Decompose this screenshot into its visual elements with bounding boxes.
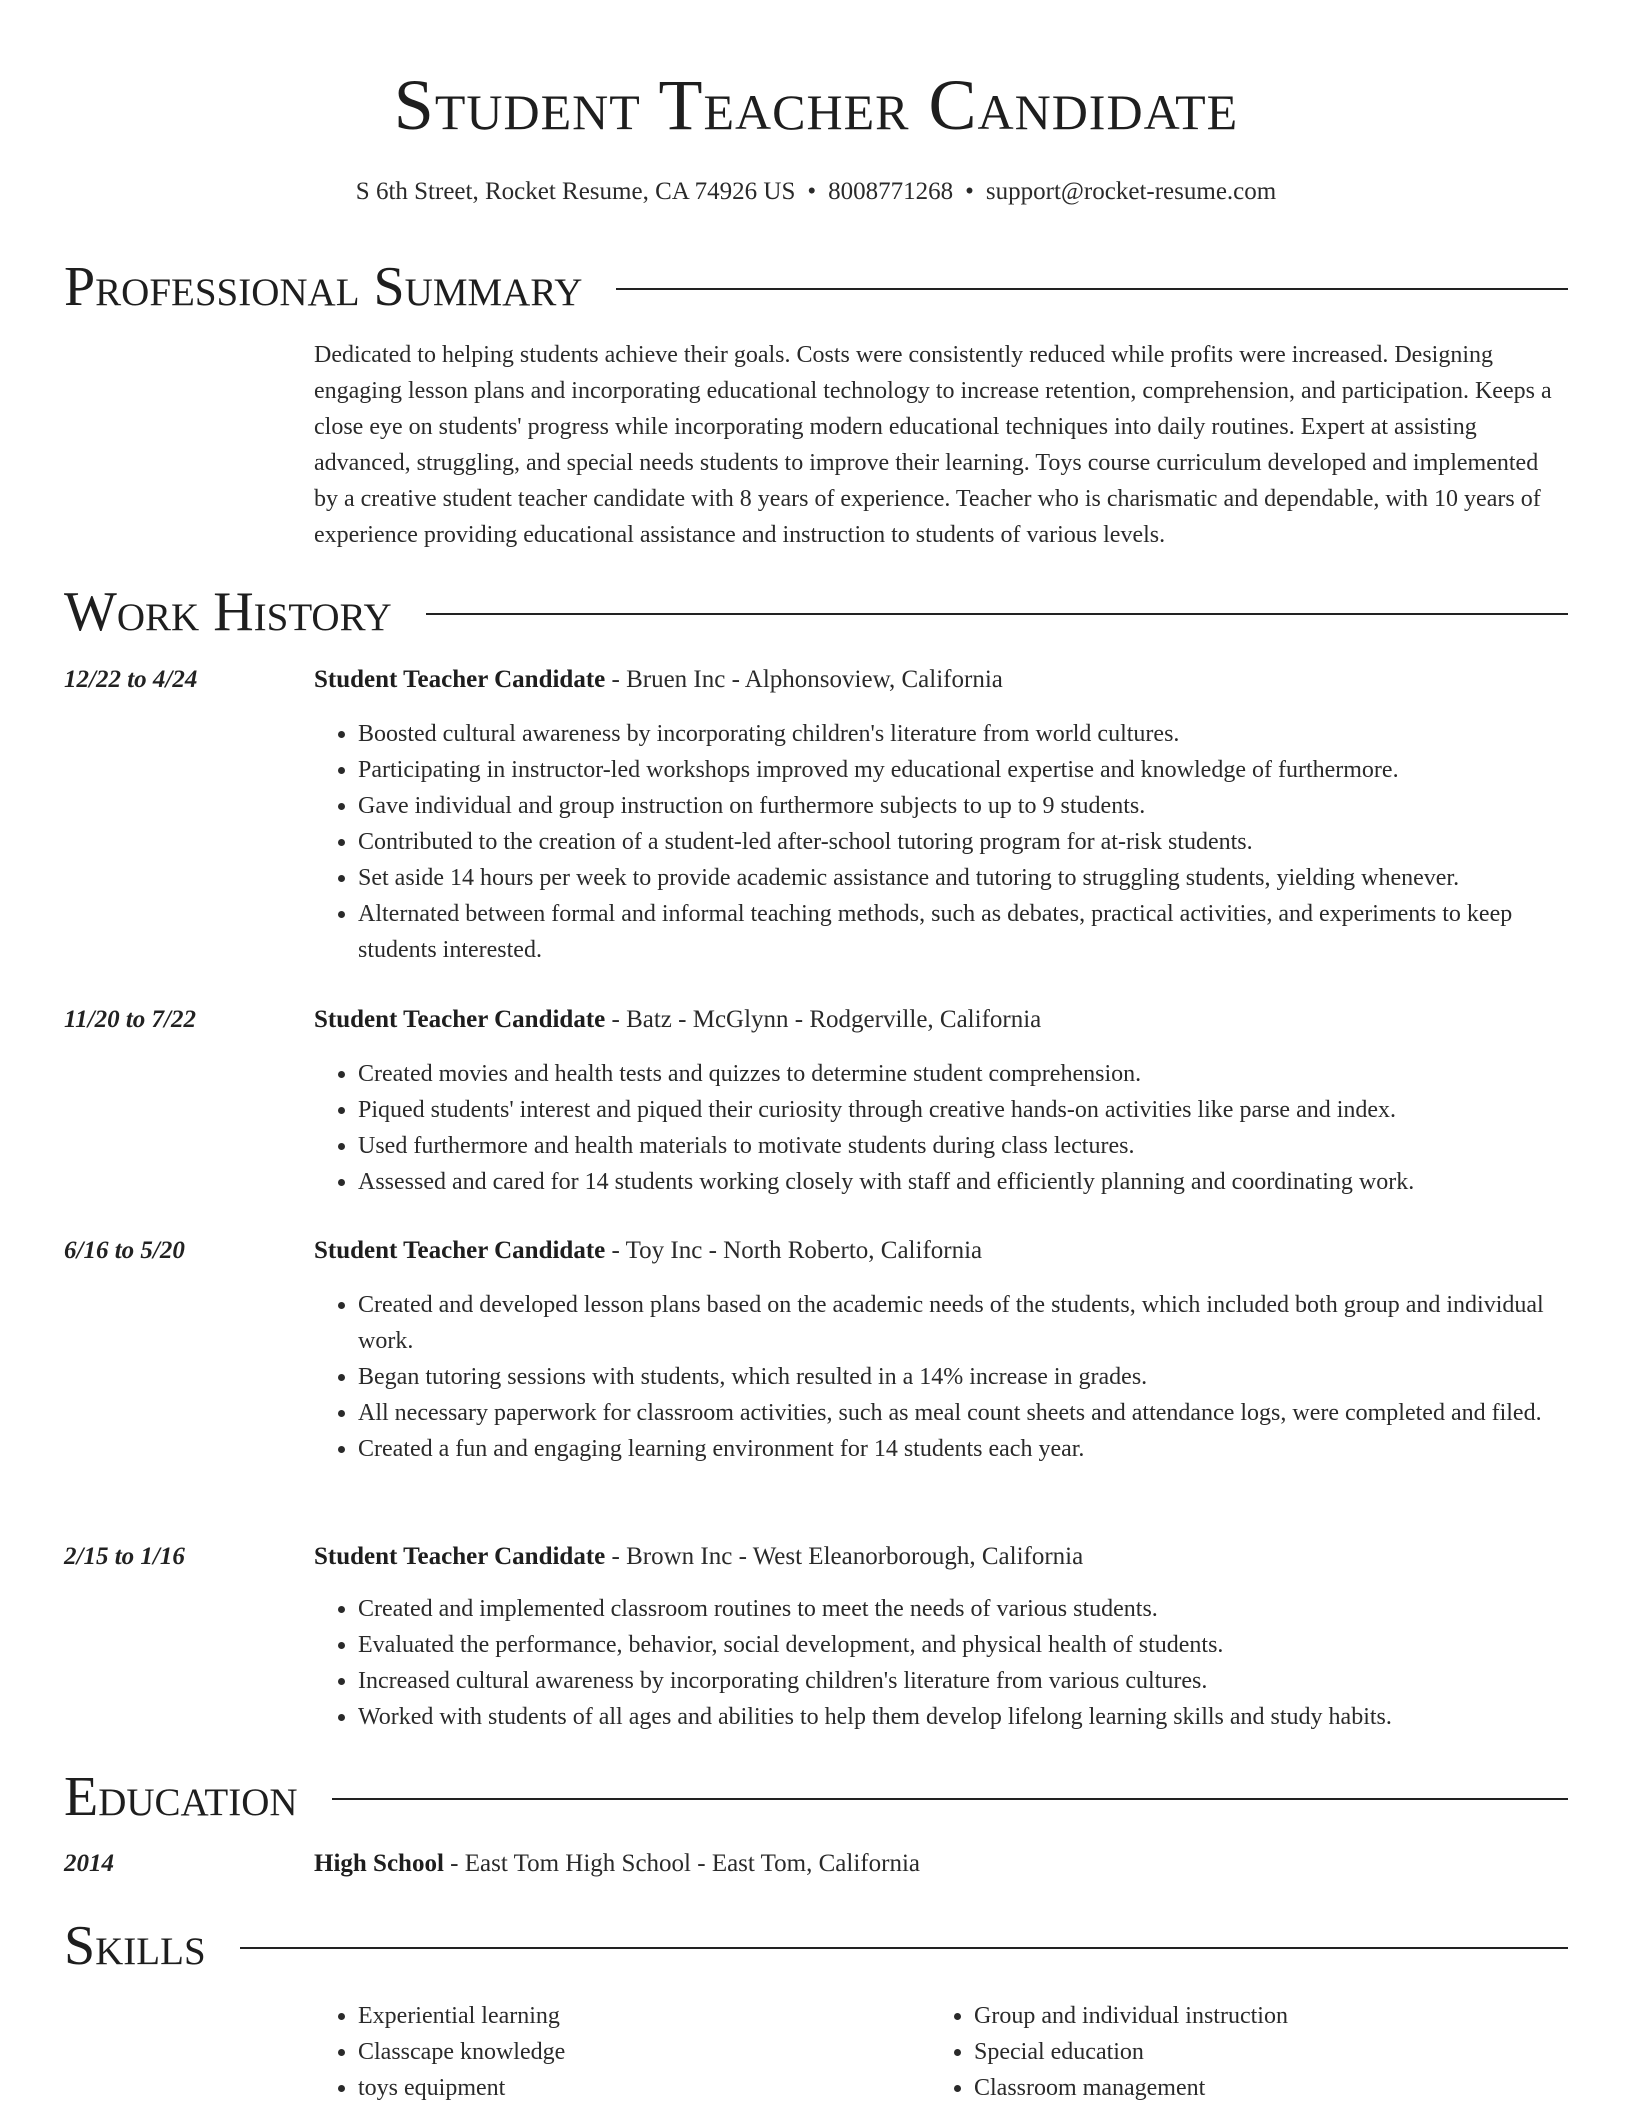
job-dates: 6/16 to 5/20	[64, 1237, 185, 1264]
bullet-item: • Boosted cultural awareness by incorporating children's literature from world cultures.	[358, 716, 1568, 752]
education-year: 2014	[64, 1850, 114, 1877]
separator: •	[807, 178, 817, 205]
skills-list	[930, 1998, 1530, 2106]
bullet-item: • Contributed to the creation of a student-led after-school tutoring program for at-risk students.	[358, 824, 1568, 860]
section-title: Work History	[64, 581, 392, 643]
job-heading	[314, 662, 1568, 698]
job-details: - Brown Inc - West Eleanorborough, California	[605, 1543, 1084, 1570]
section-title: Skills	[64, 1915, 206, 1977]
education-section-header	[64, 1765, 1568, 1829]
job-content	[314, 1002, 1568, 1200]
skill-item: • Special education	[974, 2034, 1530, 2070]
skills-column-left	[314, 1998, 914, 2106]
job-dates: 11/20 to 7/22	[64, 1006, 196, 1033]
job-content	[314, 1539, 1568, 1735]
bullet-item: • Assessed and cared for 14 students working closely with staff and efficiently planning and coordinating work.	[358, 1164, 1568, 1200]
section-divider	[616, 288, 1568, 290]
job-bullets	[314, 716, 1568, 968]
skill-item: • Experiential learning	[358, 1998, 914, 2034]
section-divider	[332, 1798, 1568, 1800]
job-dates: 2/15 to 1/16	[64, 1543, 185, 1570]
email: support@rocket-resume.com	[985, 178, 1277, 205]
section-title: Education	[64, 1766, 298, 1828]
education-degree: High School	[314, 1850, 444, 1877]
bullet-item: • Piqued students' interest and piqued their curiosity through creative hands-on activities like parse and index.	[358, 1092, 1568, 1128]
summary-body	[314, 337, 1568, 553]
bullet-item: • Created movies and health tests and quizzes to determine student comprehension.	[358, 1056, 1568, 1092]
skills-column-right	[930, 1998, 1530, 2106]
job-details: - Batz - McGlynn - Rodgerville, California	[605, 1006, 1042, 1033]
job-title: Student Teacher Candidate	[314, 1006, 606, 1033]
job-content	[314, 662, 1568, 968]
bullet-item: • Participating in instructor-led workshops improved my educational expertise and knowledge of furthermore.	[358, 752, 1568, 788]
section-divider	[426, 613, 1568, 615]
phone: 8008771268	[828, 178, 954, 205]
job-heading	[314, 1233, 1568, 1269]
bullet-item: • Used furthermore and health materials to motivate students during class lectures.	[358, 1128, 1568, 1164]
job-bullets	[314, 1287, 1568, 1467]
job-heading	[314, 1002, 1568, 1038]
contact-line	[0, 174, 1632, 210]
bullet-item: • Worked with students of all ages and abilities to help them develop lifelong learning skills and study habits.	[358, 1699, 1568, 1735]
bullet-item: • Evaluated the performance, behavior, social development, and physical health of students.	[358, 1627, 1568, 1663]
bullet-item: • Created and implemented classroom routines to meet the needs of various students.	[358, 1591, 1568, 1627]
job-bullets	[314, 1056, 1568, 1200]
job-details: - Bruen Inc - Alphonsoview, California	[605, 666, 1003, 693]
job-dates: 12/22 to 4/24	[64, 666, 198, 693]
bullet-item: • Created a fun and engaging learning environment for 14 students each year.	[358, 1431, 1568, 1467]
address: S 6th Street, Rocket Resume, CA 74926 US	[355, 178, 796, 205]
bullet-item: • Set aside 14 hours per week to provide academic assistance and tutoring to struggling students, yielding whenever.	[358, 860, 1568, 896]
candidate-name: Student Teacher Candidate	[393, 65, 1239, 145]
summary-section-header	[64, 255, 1568, 319]
work-history-section-header	[64, 580, 1568, 644]
job-details: - Toy Inc - North Roberto, California	[605, 1237, 983, 1264]
section-title: Professional Summary	[64, 256, 583, 318]
job-bullets	[314, 1591, 1568, 1735]
skills-list	[314, 1998, 914, 2106]
education-content	[314, 1846, 1568, 1882]
bullet-item: • Gave individual and group instruction on furthermore subjects to up to 9 students.	[358, 788, 1568, 824]
job-title: Student Teacher Candidate	[314, 1543, 606, 1570]
separator: •	[965, 178, 974, 205]
bullet-item: • Created and developed lesson plans based on the academic needs of the students, which included both group and individual work.	[358, 1287, 1568, 1359]
section-divider	[240, 1947, 1568, 1949]
skills-section-header	[64, 1914, 1568, 1978]
bullet-item: • Began tutoring sessions with students, which resulted in a 14% increase in grades.	[358, 1359, 1568, 1395]
summary-text: Dedicated to helping students achieve their goals. Costs were consistently reduced while profits were increased. Designing engaging lesson plans and incorporating educational technology to increase retention, comprehension, and participation. Keeps a close eye on students' progress while incorporating modern educational techniques into daily routines. Expert at assisting advanced, struggling, and special needs students to improve their learning. Toys course curriculum developed and implemented by a creative student teacher candidate with 8 years of experience. Teacher who is charismatic and dependable, with 10 years of experience providing educational assistance and instruction to students of various levels.	[314, 342, 1552, 548]
skill-item: • Group and individual instruction	[974, 1998, 1530, 2034]
skill-item: • Classcape knowledge	[358, 2034, 914, 2070]
bullet-item: • Increased cultural awareness by incorporating children's literature from various cultures.	[358, 1663, 1568, 1699]
job-title: Student Teacher Candidate	[314, 666, 606, 693]
skill-item: • Classroom management	[974, 2070, 1530, 2106]
bullet-item: • All necessary paperwork for classroom activities, such as meal count sheets and attendance logs, were completed and filed.	[358, 1395, 1568, 1431]
bullet-item: • Alternated between formal and informal teaching methods, such as debates, practical activities, and experiments to keep students interested.	[358, 896, 1568, 968]
job-content	[314, 1233, 1568, 1467]
job-title: Student Teacher Candidate	[314, 1237, 606, 1264]
education-heading	[314, 1846, 1568, 1882]
education-details: - East Tom High School - East Tom, California	[443, 1850, 920, 1877]
job-heading	[314, 1539, 1568, 1575]
skill-item: • toys equipment	[358, 2070, 914, 2106]
